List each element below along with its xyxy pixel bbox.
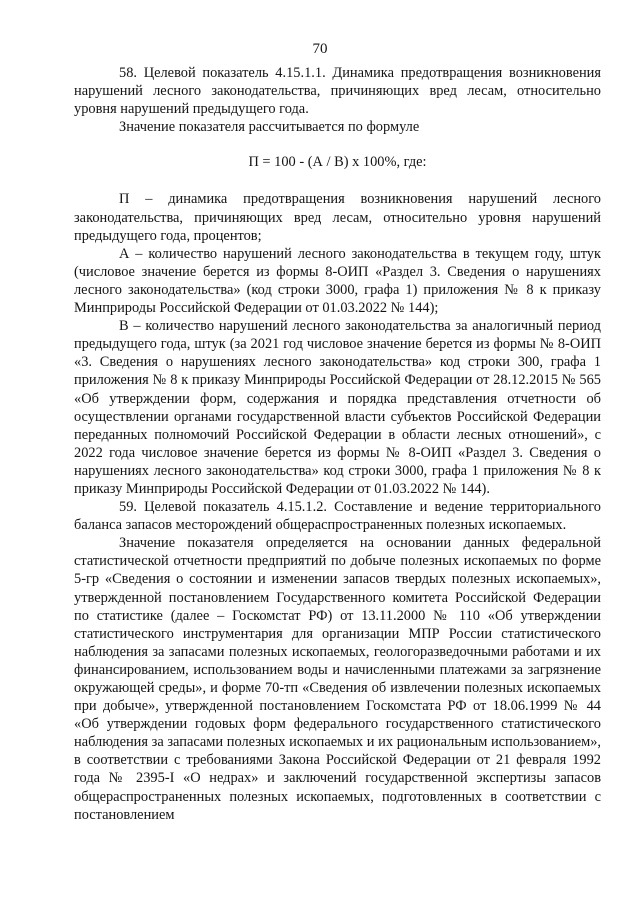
paragraph-indicator-59-title: 59. Целевой показатель 4.15.1.2. Составление и ведение территориального баланса запасов месторождений общераспространенных полезных ископаемых.	[74, 499, 601, 534]
paragraph-indicator-59-body: Значение показателя определяется на основании данных федеральной статистической отчетности предприятий по добыче полезных ископаемых по форме 5-гр «Сведения о состоянии и изменении запасов твердых полезных ископаемых», утвержденной постановлением Государственного комитета Российской Федерации по статистике (далее – Госкомстат РФ) от 13.11.2000 № 110 «Об утверждении статистического инструментария для организации МПР России статистического наблюдения за запасами полезных ископаемых, геологоразведочными работами и их финансированием, использованием воды и начисленными платежами за загрязнение окружающей среды», и форме 70-тп «Сведения об извлечении полезных ископаемых при добыче», утвержденной постановлением Госкомстата РФ от 18.06.1999 № 44 «Об утверждении годовых форм федерального государственного статистического наблюдения за запасами полезных ископаемых и их рациональным использованием», в соответствии с требованиями Закона Российской Федерации от 21 февраля 1992 года № 2395-I «О недрах» и заключений государственной экспертизы запасов общераспространенных полезных ископаемых, подготовленных в соответствии с постановлением	[74, 535, 601, 823]
paragraph-definition-p: П – динамика предотвращения возникновения нарушений лесного законодательства, причиняющих вред лесам, относительно уровня нарушений предыдущего года, процентов;	[74, 191, 601, 244]
page-number: 70	[312, 41, 328, 57]
paragraph-definition-a: А – количество нарушений лесного законодательства в текущем году, штук (числовое значение берется из формы 8-ОИП «Раздел 3. Сведения о нарушениях лесного законодательства» (код строки 3000, графа 1) приложения № 8 к приказу Минприроды Российской Федерации от 01.03.2022 № 144);	[74, 245, 601, 317]
formula: П = 100 - (А / В) х 100%, где:	[248, 154, 427, 171]
paragraph-indicator-58-title: 58. Целевой показатель 4.15.1.1. Динамика предотвращения возникновения нарушений лесного законодательства, причиняющих вред лесам, относительно уровня нарушений предыдущего года.	[74, 65, 601, 118]
document-body	[74, 64, 601, 824]
paragraph-definition-b: В – количество нарушений лесного законодательства за аналогичный период предыдущего года, штук (за 2021 год числовое значение берется из формы № 8-ОИП «3. Сведения о нарушениях лесного законодательства» код строки 300, графа 1 приложения № 8 к приказу Минприроды Российской Федерации от 28.12.2015 № 565 «Об утверждении форм, содержания и порядка представления отчетности об осуществлении органами государственной власти субъектов Российской Федерации переданных полномочий Российской Федерации в области лесных отношений», с 2022 года числовое значение берется из формы № 8-ОИП «Раздел 3. Сведения о нарушениях лесного законодательства» код строки 3000, графа 1 приложения № 8 к приказу Минприроды Российской Федерации от 01.03.2022 № 144).	[74, 318, 601, 497]
paragraph-formula-intro: Значение показателя рассчитывается по формуле	[119, 119, 420, 136]
